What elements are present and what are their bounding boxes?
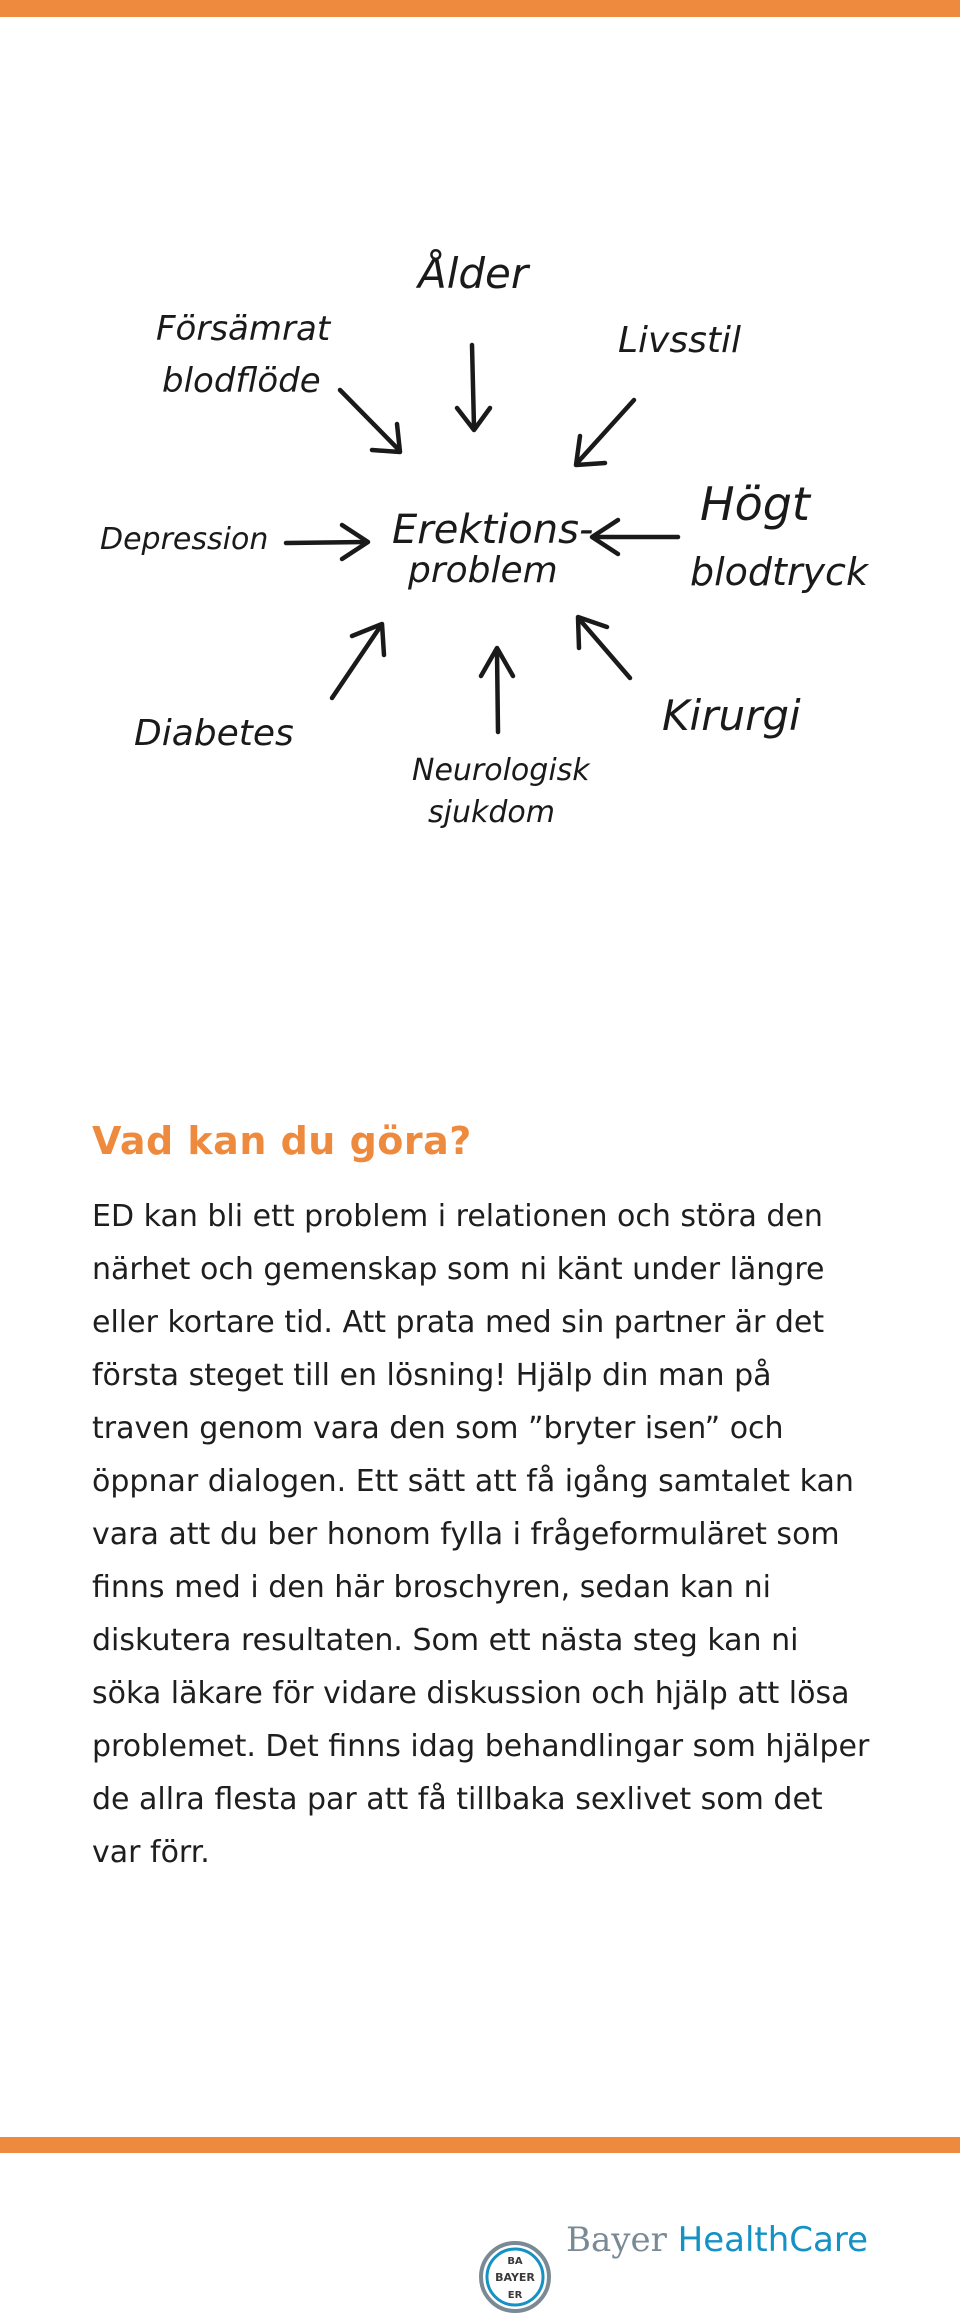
factor-hogt-line2: blodtryck (690, 550, 868, 594)
factor-depression: Depression (100, 522, 269, 557)
brand-bayer: Bayer (566, 2220, 667, 2260)
factor-alder: Ålder (418, 249, 529, 298)
section-body: ED kan bli ett problem i relationen och störa den närhet och gemenskap som ni känt under längre eller kortare tid. Att prata med sin partner är det första steget till en lösning! Hjälp din man på traven genom vara den som ”bryter isen” och öppnar dialogen. Ett sätt att få igång samtalet kan vara att du ber honom fylla i frågeformuläret som finns med i den här broschyren, sedan kan ni diskutera resultaten. Som ett nästa steg kan ni söka läkare för vidare diskussion och hjälp att lösa problemet. Det finns idag behandlingar som hjälper de allra flesta par att få tillbaka sexlivet som det var förr. (92, 1198, 870, 1870)
arrow-from-alder (457, 345, 490, 430)
arrow-from-livsstil (576, 400, 634, 465)
section-heading: Vad kan du göra? (92, 1119, 472, 1163)
factor-blodflode-line1: Försämrat (156, 309, 331, 349)
brand-wordmark (566, 2220, 868, 2260)
svg-text:ER: ER (507, 2290, 523, 2301)
arrow-from-kirurgi (578, 617, 630, 678)
factor-blodflode-line2: blodflöde (162, 361, 321, 401)
text-section (92, 1120, 892, 1879)
arrow-from-blodflode (340, 390, 400, 452)
factor-hogt-line1: Högt (700, 477, 810, 531)
factor-kirurgi: Kirurgi (662, 691, 801, 740)
svg-text:BAYER: BAYER (495, 2271, 535, 2284)
top-accent-rule (0, 0, 960, 17)
arrow-from-neuro (481, 648, 513, 732)
factor-neuro-line2: sjukdom (428, 795, 555, 830)
center-label-line1: Erektions- (392, 507, 594, 553)
arrow-from-hogt (592, 520, 678, 554)
factor-neuro-line1: Neurologisk (412, 753, 590, 788)
causes-diagram (0, 180, 960, 880)
bayer-cross-logo (478, 2240, 552, 2314)
bottom-accent-rule (0, 2137, 960, 2153)
arrow-from-depression (286, 525, 368, 559)
factor-livsstil: Livsstil (618, 320, 741, 361)
arrow-from-diabetes (332, 624, 384, 698)
brand-healthcare: HealthCare (677, 2220, 869, 2260)
svg-text:BA: BA (507, 2256, 523, 2267)
center-label-line2: problem (408, 550, 558, 591)
factor-diabetes: Diabetes (134, 713, 294, 754)
